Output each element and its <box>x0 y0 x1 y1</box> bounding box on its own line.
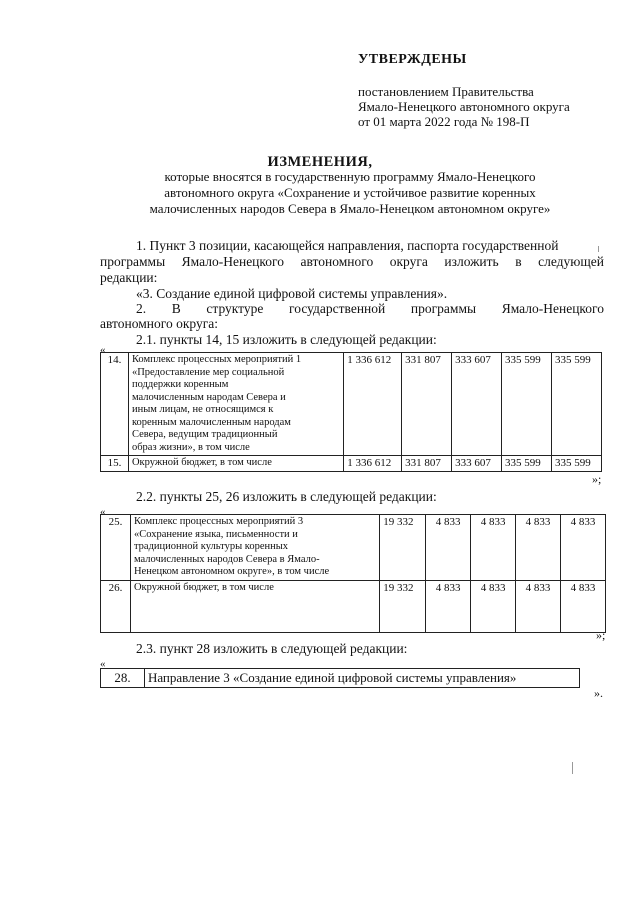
paragraph-1-line-4: «3. Создание единой цифровой системы управления». <box>136 286 448 301</box>
table-1-close-quote: »; <box>592 472 602 486</box>
row-name-line: традиционной культуры коренных <box>133 541 289 552</box>
scan-artifact <box>572 762 573 774</box>
subtitle-line-3: малочисленных народов Севера в Ямало-Ненецком автономном округе» <box>149 201 551 216</box>
approval-line-2: Ямало-Ненецкого автономного округа <box>358 99 570 114</box>
value-cell: 335 599 <box>502 456 552 472</box>
table-row <box>101 456 602 472</box>
row-number: 28. <box>101 669 145 688</box>
scan-artifact <box>598 246 599 252</box>
row-name-line: образ жизни», в том числе <box>131 441 250 453</box>
value-cell: 331 807 <box>402 353 452 456</box>
paragraph-1-line-1: 1. Пункт 3 позиции, касающейся направления, паспорта государственной <box>136 238 559 253</box>
row-name-line: поддержки коренным <box>131 379 229 390</box>
row-name: Окружной бюджет, в том числе <box>128 456 343 472</box>
row-name <box>130 515 379 581</box>
table-2 <box>100 514 606 633</box>
subtitle-line-2: автономного округа «Сохранение и устойчивое развитие коренных <box>164 185 536 200</box>
row-name-line: коренным малочисленным народам <box>131 416 291 428</box>
paragraph-2-2: 2.2. пункты 25, 26 изложить в следующей редакции: <box>136 489 437 504</box>
value-cell: 4 833 <box>471 580 516 632</box>
table-row <box>101 580 606 632</box>
value-cell: 335 599 <box>552 353 602 456</box>
value-cell: 331 807 <box>402 456 452 472</box>
approval-line-3: от 01 марта 2022 года № 198-П <box>358 114 530 129</box>
value-cell: 333 607 <box>452 456 502 472</box>
table-1-open-quote: « <box>100 344 106 356</box>
value-cell: 19 332 <box>380 515 426 581</box>
table-row <box>101 353 602 456</box>
value-cell: 4 833 <box>426 580 471 632</box>
approval-line-1: постановлением Правительства <box>358 84 534 99</box>
table-2-open-quote: « <box>100 506 106 518</box>
value-cell: 4 833 <box>516 515 561 581</box>
table-2-close-quote: »; <box>596 628 606 642</box>
value-cell: 335 599 <box>552 456 602 472</box>
row-name-line: Комплекс процессных мероприятий 1 <box>131 354 302 365</box>
paragraph-1-line-2: программы Ямало-Ненецкого автономного округа изложить в следующей <box>100 254 604 269</box>
row-name-line: малочисленным народам Севера и <box>131 391 286 403</box>
row-name: Направление 3 «Создание единой цифровой системы управления» <box>144 669 579 688</box>
row-name-line: Севера, ведущим традиционный <box>131 429 278 440</box>
value-cell: 4 833 <box>471 515 516 581</box>
row-name-line: «Предоставление мер социальной <box>131 366 285 378</box>
row-name-line: Ненецком автономном округе», в том числе <box>133 566 330 577</box>
document-title: ИЗМЕНЕНИЯ, <box>267 154 373 170</box>
paragraph-2-3: 2.3. пункт 28 изложить в следующей редакции: <box>136 641 408 656</box>
value-cell: 1 336 612 <box>344 353 402 456</box>
row-name-line: «Сохранение языка, письменности и <box>133 528 298 540</box>
table-3-open-quote: « <box>100 658 106 670</box>
table-3-close-quote: ». <box>594 686 603 700</box>
row-number: 26. <box>101 580 131 632</box>
row-name <box>128 353 343 456</box>
value-cell: 4 833 <box>426 515 471 581</box>
value-cell: 4 833 <box>561 515 606 581</box>
paragraph-2-line-2: автономного округа: <box>100 316 218 331</box>
row-name: Окружной бюджет, в том числе <box>130 580 379 632</box>
value-cell: 4 833 <box>561 580 606 632</box>
paragraph-1-line-3: редакции: <box>100 270 158 285</box>
row-name-line: Комплекс процессных мероприятий 3 <box>133 516 304 527</box>
paragraph-2-1: 2.1. пункты 14, 15 изложить в следующей редакции: <box>136 332 437 347</box>
table-1 <box>100 352 602 472</box>
row-name-line: малочисленных народов Севера в Ямало- <box>133 553 320 565</box>
value-cell: 335 599 <box>502 353 552 456</box>
value-cell: 333 607 <box>452 353 502 456</box>
row-number: 25. <box>101 515 131 581</box>
approval-title: УТВЕРЖДЕНЫ <box>358 52 467 67</box>
table-row <box>101 669 580 688</box>
row-number: 14. <box>101 353 129 456</box>
table-3 <box>100 668 580 688</box>
row-name-line: иным лицам, не относящимся к <box>131 404 274 415</box>
row-number: 15. <box>101 456 129 472</box>
value-cell: 4 833 <box>516 580 561 632</box>
table-row <box>101 515 606 581</box>
subtitle-line-1: которые вносятся в государственную программу Ямало-Ненецкого <box>164 169 536 184</box>
value-cell: 19 332 <box>380 580 426 632</box>
paragraph-2-line-1: 2. В структуре государственной программы Ямало-Ненецкого <box>136 301 604 316</box>
value-cell: 1 336 612 <box>344 456 402 472</box>
